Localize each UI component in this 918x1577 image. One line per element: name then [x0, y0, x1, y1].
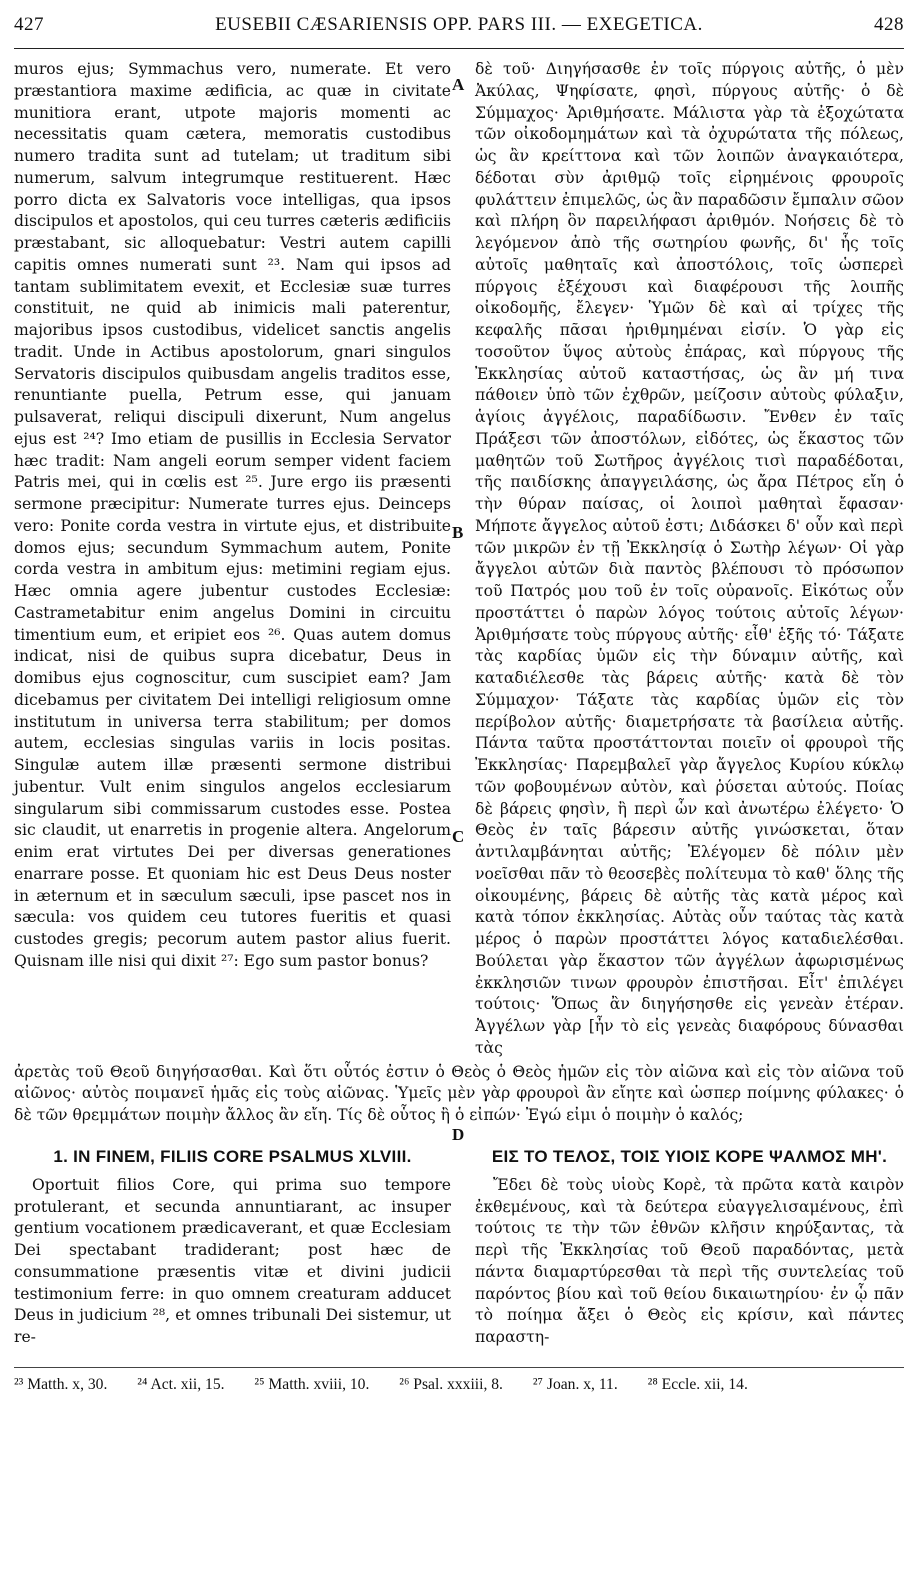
- running-title: EUSEBII CÆSARIENSIS OPP. PARS III. — EXEGETICA.: [215, 14, 703, 35]
- footnote: ²³ Matth. x, 30.: [14, 1375, 108, 1393]
- margin-marker-a: A: [452, 75, 465, 94]
- greek-full-width-text: ἀρετὰς τοῦ Θεοῦ διηγήσασθαι. Καὶ ὅτι οὗτός ἐστιν ὁ Θεὸς ὁ Θεὸς ἡμῶν εἰς τὸν αἰῶνα καὶ εἰς τὸν αἰῶνα τοῦ αἰῶνος· αὐτὸς ποιμανεῖ ἡμᾶς εἰς τοὺς αἰῶνας. Ὑμεῖς μὲν γὰρ φρουροὶ ἂν εἴητε καὶ ὡσπερ ποίμνης φύλακες· ὁ δὲ τῶν θρεμμάτων ποιμὴν ἄλλος ἂν εἴη. Τίς δὲ οὗτος ἢ ὁ εἰπών· Ἐγώ εἰμι ὁ ποιμὴν ὁ καλός;: [14, 1062, 904, 1124]
- margin-marker-d: D: [452, 1124, 465, 1144]
- right-page-number: 428: [874, 14, 904, 35]
- greek-psalm-section: [461, 1147, 904, 1349]
- greek-text: δὲ τοῦ· Διηγήσασθε ἐν τοῖς πύργοις αὐτῆς, ὁ μὲν Ἀκύλας, Ψηφίσατε, φησὶ, πύργους αὐτῆς· ὁ δὲ Σύμμαχος· Ἀριθμήσατε. Μάλιστα γὰρ τὰ ἐξοχώτατα τῶν οἰκοδομημάτων καὶ τὰ ὀχυρώτατα τῆς πόλεως, ὡς ἂν κρείττονα καὶ τῶν λοιπῶν ἀναγκαιότερα, δέδοται σὺν ἀριθμῷ τοῖς εἰρημένοις φρουροῖς φυλάττειν ἐπιμελῶς, ὡς ἂν παραδῶσιν ἔμπαλιν σῶον καὶ πλήρη ὃν παρειλήφασι ἀριθμόν. Νοήσεις δὲ τὸ λεγόμενον ἀπὸ τῆς σωτηρίου φωνῆς, δι' ἧς τοῖς αὐτοῖς μαθηταῖς καὶ ἀποστόλοις, τοῖς ὡσπερεὶ πύργοις ἐξέχουσι καὶ διαφέρουσι τῆς λοιπῆς οἰκοδομῆς, ἔλεγεν· Ὑμῶν δὲ καὶ αἱ τρίχες τῆς κεφαλῆς πᾶσαι ἠριθμημέναι εἰσίν. Ὁ γὰρ εἰς τοσοῦτον ὕψος αὐτοὺς ἐπάρας, καὶ πύργους τῆς Ἐκκλησίας αὐτοῦ καταστήσας, ὡς ἂν μή τινα πάθοιεν ὑπὸ τῶν ἐχθρῶν, μείζοσιν αὐτοὺς φύλαξιν, ἁγίοις ἀγγέλοις, παραδίδωσιν. Ἔνθεν ἐν ταῖς Πράξεσι τῶν ἀποστόλων, εἰδότες, ὡς ἕκαστος τῶν μαθητῶν τοῦ Σωτῆρος ἀγγέλοις τισὶ παραδέδοται, τῆς παιδίσκης ἀπαγγειλάσης, ὡς ἄρα Πέτρος εἴη ὁ τὴν θύραν παίσας, οἱ λοιποὶ μαθηταὶ ἔφασαν· Μήποτε ἄγγελος αὐτοῦ ἐστι; Διδάσκει δ' οὖν καὶ περὶ τῶν μικρῶν ἐν τῇ Ἐκκλησίᾳ ὁ Σωτὴρ λέγων· Οἱ γὰρ ἄγγελοι αὐτῶν διὰ παντὸς βλέπουσι τὸ πρόσωπον τοῦ Πατρός μου τοῦ ἐν τοῖς οὐρανοῖς. Εἰκότως οὖν προστάττει ὁ παρὼν λόγος τούτοις αὐτοῖς λέγων· Ἀριθμήσατε τοὺς πύργους αὐτῆς· εἶθ' ἑξῆς τό· Τάξατε τὰς καρδίας ὑμῶν εἰς τὴν δύναμιν αὐτῆς, καὶ καταδιέλεσθε τὰς βάρεις αὐτῆς· κατὰ δὲ τὸν Σύμμαχον· Τάξατε τὰς καρδίας ὑμῶν εἰς τὸν περίβολον αὐτῆς· διαμετρήσατε τὰ βασίλεια αὐτῆς. Πάντα ταῦτα προστάττονται ποιεῖν οἱ φρουροὶ τῆς Ἐκκλησίας· Παρεμβαλεῖ γὰρ ἄγγελος Κυρίου κύκλῳ τῶν φοβουμένων αὐτὸν, καὶ ῥύσεται αὐτούς. Ποίας δὲ βάρεις φησὶν, ἢ περὶ ὧν καὶ ἀνωτέρω ἐλέγετο· Ὁ Θεὸς ἐν ταῖς βάρεσιν αὐτῆς γινώσκεται, ὅταν ἀντιλαμβάνηται αὐτῆς; Ἐλέγομεν δὲ πόλιν μὲν νοεῖσθαι πᾶν τὸ θεοσεβὲς πολίτευμα τὸ καθ' ὅλης τῆς οἰκουμένης, βάρεις δὲ αὐτῆς τὰς κατὰ μέρος καὶ κατὰ τόπον ἐκκλησίας. Αὐτὰς οὖν ταύτας τὰς κατὰ μέρος ὁ παρὼν προστάττει λόγος καταδιελέσθαι. Βούλεται γὰρ ἕκαστον τῶν ἀγγέλων ἀφωρισμένως ἐκκλησιῶν τινων φρουρὸν ἐπιστῆσαι. Εἶτ' ἐπιλέγει τούτοις· Ὅπως ἂν διηγήσησθε εἰς γενεὰν ἑτέραν. Ἀγγέλων γὰρ [ἦν τὸ εἰς γενεὰς διαφόρους δύνασθαι τὰς: [475, 60, 904, 1057]
- running-header: [14, 14, 904, 49]
- margin-marker-c: C: [452, 827, 465, 846]
- latin-psalm-section: [14, 1147, 461, 1349]
- left-page-number: 427: [14, 14, 44, 35]
- margin-marker-b: B: [452, 523, 464, 542]
- latin-psalm-heading: 1. IN FINEM, FILIIS CORE PSALMUS XLVIII.: [53, 1146, 412, 1166]
- footnote: ²⁷ Joan. x, 11.: [532, 1375, 618, 1393]
- latin-column: [14, 59, 464, 1060]
- footnote: ²⁴ Act. xii, 15.: [137, 1375, 225, 1393]
- greek-psalm-text: Ἔδει δὲ τοὺς υἱοὺς Κορὲ, τὰ πρῶτα κατὰ καιρὸν ἐκθεμένους, καὶ τὰ δεύτερα εὐαγγελισαμένους, ἐπὶ τούτοις τε τὴν τῶν ἐθνῶν κλῆσιν κηρύξαντας, τὰ περὶ τῆς Ἐκκλησίας τοῦ Θεοῦ παραδόντας, μετὰ πάντα διαμαρτύρεσθαι τὰ περὶ τῆς συντελείας τοῦ παρόντος βίου καὶ τοῦ θείου δικαιωτηρίου· ἐν ᾧ πᾶν τὸ ποίημα ἄξει ὁ Θεὸς εἰς κρίσιν, καὶ πάντες παραστη-: [475, 1175, 904, 1346]
- footnotes: [14, 1367, 904, 1396]
- footnote: ²⁶ Psal. xxxiii, 8.: [399, 1375, 503, 1393]
- two-column-body: [14, 59, 904, 1060]
- psalm-section: [14, 1147, 904, 1349]
- latin-psalm-text: Oportuit filios Core, qui prima suo tempore protulerant, et secunda annuntiarant, ac insuper gentium vocationem prædicaverant, et quæ Ecclesiam Dei spectabant tradiderant; post hæc de consummatione præsentis vitæ et divini judicii testimonium ferre: in quo omnem creaturam adducet Deus in judicium ²⁸, et omnes tribunali Dei sistemur, ut re-: [14, 1175, 451, 1346]
- footnote: ²⁸ Eccle. xii, 14.: [647, 1375, 748, 1393]
- latin-text: muros ejus; Symmachus vero, numerate. Et vero præstantiora maxime ædificia, ac quæ in civitate munitiora erant, utpote majoris momenti ac necessitatis quam cætera, memoratis custodibus numero tradita sunt ad tutelam; ut traditum sibi numerum, salvum integrumque restituerent. Hæc porro dicta ex Salvatoris voce intelligas, qua ipsos discipulos et apostolos, qui ceu turres cæteris ædificiis præstabant, sic alloquebatur: Vestri autem capilli capitis omnes numerati sunt ²³. Nam qui ipsos ad tantam sublimitatem evexit, et Ecclesiæ suæ turres constituit, ne quid ab inimicis mali paterentur, majoribus ipsos custodibus, videlicet sanctis angelis tradit. Unde in Actibus apostolorum, gnari singulos Servatoris discipulos quibusdam angelis traditos esse, renuntiante puella, Petrum esse, qui januam pulsaverat, reliqui discipuli dixerunt, Num angelus ejus est ²⁴? Imo etiam de pusillis in Ecclesia Servator hæc tradit: Nam angeli eorum semper vident faciem Patris mei, qui in cœlis est ²⁵. Jure ergo iis præsenti sermone præcipitur: Numerate turres ejus. Deinceps vero: Ponite corda vestra in virtute ejus, et distribuite domos ejus; secundum Symmachum autem, Ponite corda vestra in ambitum ejus: metimini regiam ejus. Hæc omnia agere jubentur custodes Ecclesiæ: Castrametabitur enim angelus Domini in circuitu timentium eum, et eripiet eos ²⁶. Quas autem domus indicat, nisi de quibus supra dicebatur, Deus in domibus ejus cognoscitur, cum suscipiet eam? Jam dicebamus per civitatem Dei intelligi religiosum omne institutum in universa terra stabilitum; per domos autem, ecclesias singulas variis in locis positas. Singulæ autem illæ præsenti sermone distribui jubentur. Vult enim singulos angelos ecclesiarum singularum sibi commissarum custodes esse. Postea sic claudit, ut enarretis in progenie altera. Angelorum enim erat virtutes Dei per diversas generationes enarrare posse. Et quoniam hic est Deus Deus noster in æternum et in sæculum sæculi, ipse pascet nos in sæcula: vos quidem ceu tutores fueritis et quasi custodes gregis; pecorum autem pastor alius fuerit. Quisnam ille nisi qui dixit ²⁷: Ego sum pastor bonus?: [14, 60, 451, 970]
- greek-psalm-heading: ΕΙΣ ΤΟ ΤΕΛΟΣ, ΤΟΙΣ ΥΙΟΙΣ ΚΟΡΕ ΨΑΛΜΟΣ ΜΗ'.: [491, 1146, 888, 1166]
- footnote: ²⁵ Matth. xviii, 10.: [254, 1375, 370, 1393]
- greek-column: [461, 59, 904, 1060]
